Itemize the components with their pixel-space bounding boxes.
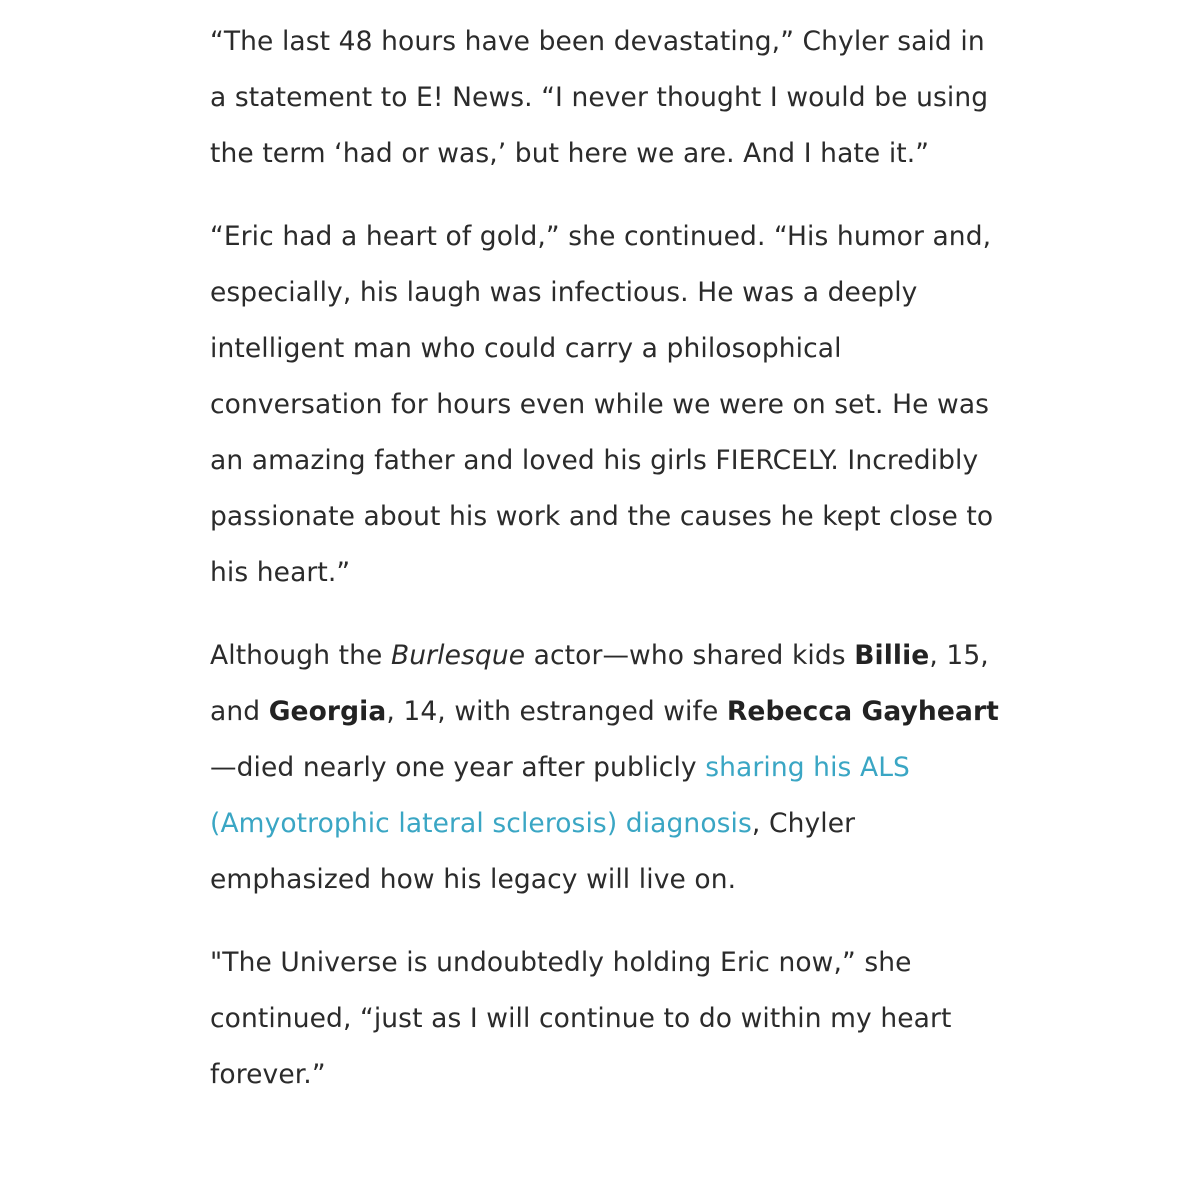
movie-title: Burlesque [390, 640, 526, 671]
text-segment: actor—who shared kids [525, 640, 855, 671]
text-segment: Although the [210, 640, 391, 671]
quote-paragraph-3-text: "The Universe is undoubtedly holding Eric now,” she continued, “just as I will continue to do within my heart forever.” [210, 947, 952, 1090]
context-paragraph [210, 628, 1000, 908]
quote-paragraph-1 [210, 14, 1000, 182]
article-body [210, 14, 1000, 1130]
text-segment: —died nearly one year after publicly [210, 752, 706, 783]
quote-paragraph-1-text: “The last 48 hours have been devastating,” Chyler said in a statement to E! News. “I never thought I would be using the term ‘had or was,’ but here we are. And I hate it.” [210, 26, 989, 169]
kid-name-billie: Billie [854, 640, 930, 671]
wife-name: Rebecca Gayheart [726, 696, 999, 727]
quote-paragraph-2-text: “Eric had a heart of gold,” she continued. “His humor and, especially, his laugh was infectious. He was a deeply intelligent man who could carry a philosophical conversation for hours even while we were on set. He was an amazing father and loved his girls FIERCELY. Incredibly passionate about his work and the causes he kept close to his heart.” [210, 221, 994, 588]
text-segment: , 15, and [210, 640, 989, 727]
als-diagnosis-link[interactable]: sharing his ALS (Amyotrophic lateral sclerosis) diagnosis [210, 752, 910, 839]
text-segment: , 14, with estranged wife [386, 696, 727, 727]
quote-paragraph-2 [210, 209, 1000, 601]
quote-paragraph-3 [210, 935, 1000, 1103]
text-segment: , Chyler emphasized how his legacy will live on. [210, 808, 856, 895]
kid-name-georgia: Georgia [268, 696, 387, 727]
